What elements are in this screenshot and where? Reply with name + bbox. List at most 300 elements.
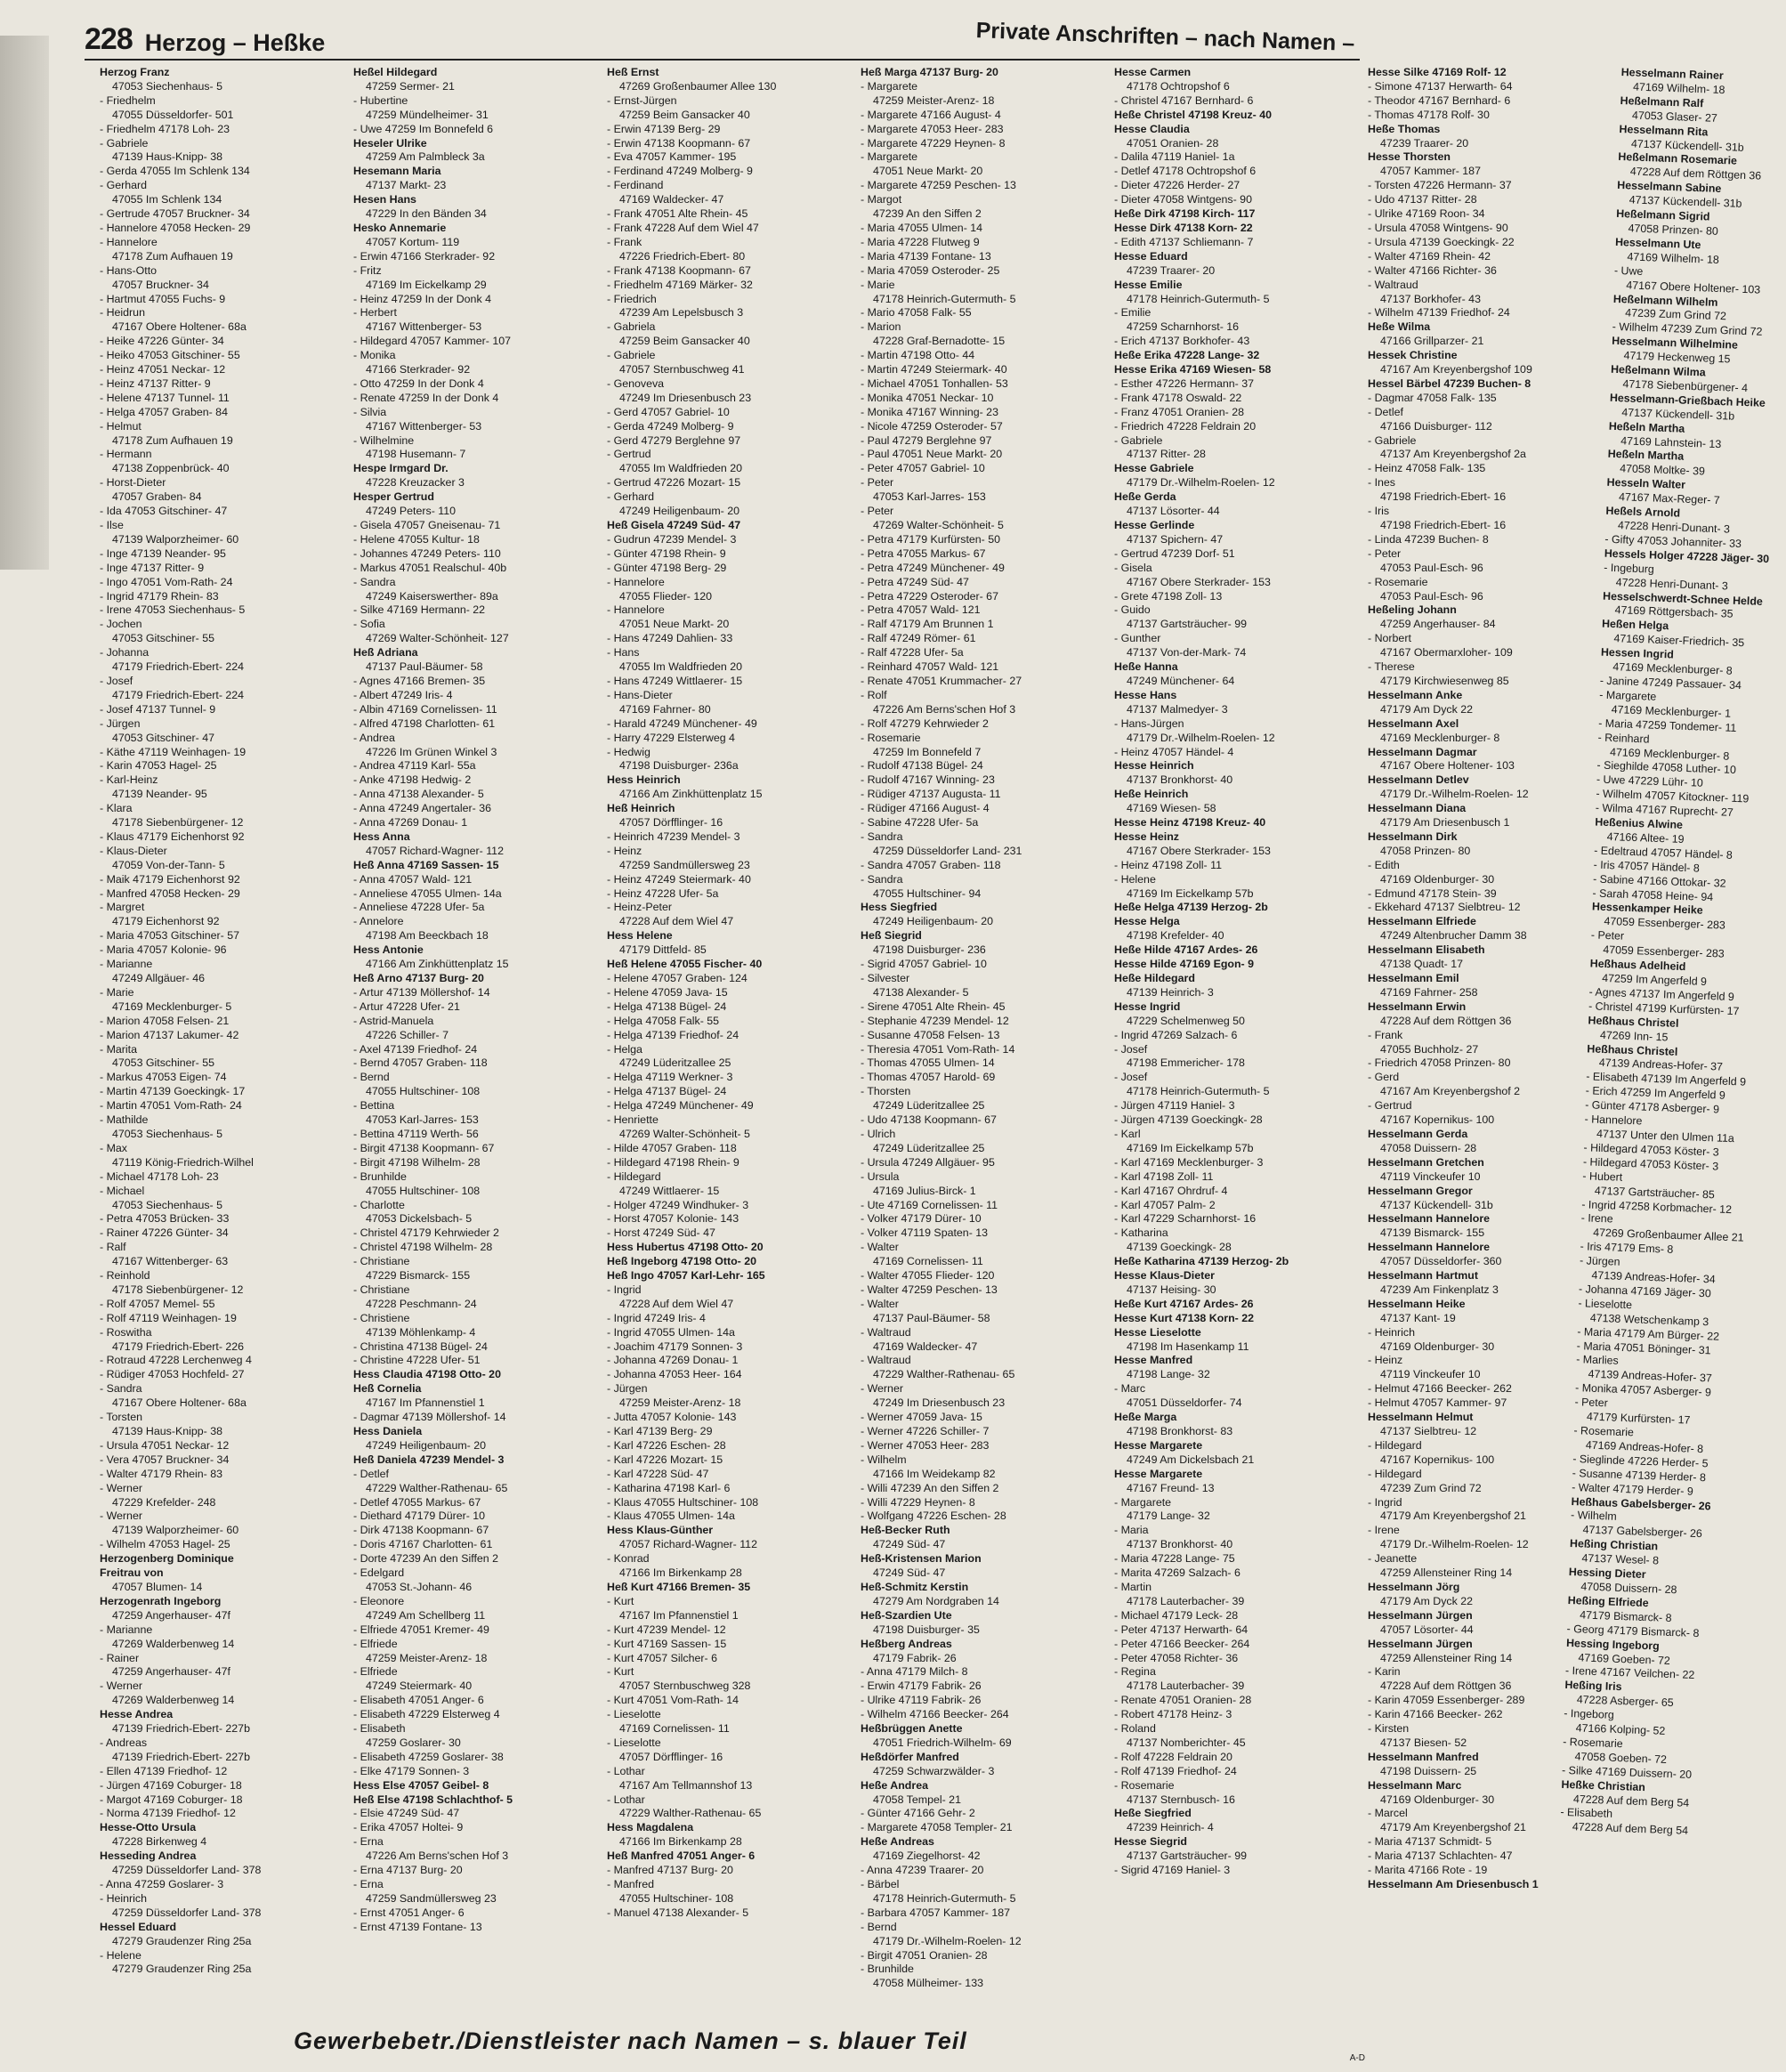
list-item: - Friedrich 47228 Feldrain 20 — [1114, 419, 1257, 433]
list-item: - Rüdiger 47053 Hochfeld- 27 — [100, 1368, 245, 1381]
list-item: Hess Antonie — [353, 943, 424, 957]
list-item: 47167 Wittenberger- 53 — [366, 419, 482, 433]
list-item: - Rosemarie — [1114, 1778, 1175, 1792]
list-item: - Kurt 47051 Vom-Rath- 14 — [607, 1694, 739, 1707]
list-item: - Reinhard — [1597, 731, 1650, 746]
list-item: - Ingrid 47269 Salzach- 6 — [1114, 1028, 1238, 1041]
listing-column-5 — [1114, 66, 1368, 1971]
list-item: 47169 Oldenburger- 30 — [1380, 1340, 1495, 1353]
list-item: - Edeltraud 47057 Händel- 8 — [1593, 844, 1733, 862]
list-item: 47259 Meister-Arenz- 18 — [873, 93, 995, 107]
list-item: - Hedwig — [607, 745, 651, 758]
list-item: - Gertrude 47057 Bruckner- 34 — [100, 207, 250, 221]
list-item: - Brunhilde — [353, 1170, 407, 1183]
list-item: 47137 Sternbusch- 16 — [1127, 1793, 1235, 1806]
list-item: Hessenkamper Heike — [1591, 900, 1703, 918]
list-item: - Friedrich 47058 Prinzen- 80 — [1368, 1056, 1511, 1070]
list-item: Heßing Elfriede — [1567, 1593, 1649, 1609]
list-item: 47167 Obere Holtener- 68a — [112, 320, 246, 334]
list-item: - Thomas 47057 Harold- 69 — [861, 1071, 996, 1084]
list-item: - Heinz 47228 Ufer- 5a — [607, 886, 719, 900]
list-item: 47166 Grillparzer- 21 — [1380, 335, 1484, 348]
list-item: Hesseding Andrea — [100, 1849, 197, 1863]
list-item: - Rolf 47279 Kehrwieder 2 — [861, 716, 989, 730]
list-item: Heß Arno 47137 Burg- 20 — [353, 972, 484, 984]
list-item: - Peter 47166 Beecker- 264 — [1114, 1637, 1250, 1650]
list-item: - Martin 47139 Goeckingk- 17 — [100, 1085, 246, 1098]
list-item: - Sandra — [861, 830, 903, 843]
list-item: - Karin 47053 Hagel- 25 — [100, 759, 217, 773]
list-item: - Klaus 47055 Hultschiner- 108 — [607, 1495, 759, 1509]
list-item: - Henriette — [607, 1113, 659, 1127]
list-item: 47053 St.-Johann- 46 — [366, 1580, 473, 1593]
list-item: Heße Hanna — [1114, 660, 1178, 674]
list-item: 47229 Krefelder- 248 — [112, 1495, 216, 1509]
list-item: - Helmut — [100, 419, 141, 433]
list-item: - Andrea — [353, 731, 395, 744]
list-item: 47239 Zum Grind 72 — [1380, 1481, 1482, 1494]
list-item: - Ingrid — [607, 1283, 642, 1296]
list-item: 47249 Heiligenbaum- 20 — [873, 915, 994, 928]
list-item: - Hubertine — [353, 93, 408, 107]
list-item: Heß Gisela 47249 Süd- 47 — [607, 519, 741, 531]
list-item: - Gabriele — [607, 349, 656, 362]
list-item: - Friedrich — [607, 292, 657, 305]
list-item: - Hannelore — [1584, 1113, 1643, 1128]
list-item: 47226 Im Grünen Winkel 3 — [366, 745, 497, 758]
list-item: 47167 Kopernikus- 100 — [1380, 1453, 1495, 1466]
list-item: - Torsten — [100, 1411, 142, 1424]
list-item: 47167 Wittenberger- 53 — [366, 320, 482, 334]
list-item: - Wilma 47167 Ruprecht- 27 — [1595, 801, 1733, 820]
list-item: - Waltraud — [861, 1325, 911, 1339]
list-item: 47166 Am Zinkhüttenplatz 15 — [366, 958, 509, 971]
list-item: - Max — [100, 1141, 127, 1154]
list-item: 47169 Ziegelhorst- 42 — [873, 1849, 981, 1863]
list-item: 47169 Mecklenburger- 5 — [112, 1000, 232, 1013]
list-item: Heß Daniela 47239 Mendel- 3 — [353, 1453, 505, 1466]
list-item: 47167 Obere Holtener- 68a — [112, 1396, 246, 1410]
list-item: - Hildegard — [607, 1170, 661, 1183]
list-item: - Jürgen 47139 Goeckingk- 28 — [1114, 1113, 1263, 1127]
list-item: - Margret — [100, 901, 145, 914]
list-item: - Albin 47169 Cornelissen- 11 — [353, 702, 497, 716]
list-item: - Friedhelm 47178 Loh- 23 — [100, 122, 230, 135]
list-item: 47055 Hultschiner- 108 — [366, 1085, 481, 1098]
list-item: - Sandra — [353, 575, 396, 588]
list-item: Hesse Eduard — [1114, 249, 1188, 263]
list-item: - Werner 47059 Java- 15 — [861, 1411, 982, 1424]
list-item: - Peter — [861, 505, 894, 518]
list-item: 47051 Düsseldorfer- 74 — [1127, 1396, 1242, 1410]
list-item: Hesse Klaus-Dieter — [1114, 1269, 1215, 1283]
list-item: - Elisabeth — [1560, 1806, 1613, 1821]
list-item: 47137 Gartsträucher- 85 — [1594, 1184, 1716, 1202]
list-item: 47226 Friedrich-Ebert- 80 — [619, 249, 746, 263]
list-item: 47167 Max-Reger- 7 — [1618, 490, 1720, 507]
list-item: - Marita — [100, 1042, 137, 1056]
list-item: 47058 Duissern- 28 — [1380, 1141, 1477, 1154]
list-item: - Werner — [100, 1509, 142, 1523]
list-item: 47057 Sternbuschweg 328 — [619, 1679, 751, 1693]
list-item: - Jeanette — [1368, 1552, 1418, 1566]
list-item: - Marianne — [100, 958, 153, 971]
list-item: - Frank 47228 Auf dem Wiel 47 — [607, 221, 759, 234]
list-item: 47179 Am Kreyenbergshof 21 — [1380, 1821, 1526, 1834]
list-item: - Frank 47178 Oswald- 22 — [1114, 391, 1242, 404]
list-item: - Margot — [861, 193, 902, 206]
list-item: Hess Hubertus 47198 Otto- 20 — [607, 1241, 764, 1254]
list-item: - Erwin 47139 Berg- 29 — [607, 122, 721, 135]
list-item: - Petra 47229 Osteroder- 67 — [861, 589, 998, 603]
list-item: - Mario 47058 Falk- 55 — [861, 306, 972, 320]
list-item: Heßhaus Christel — [1588, 1014, 1679, 1030]
list-item: - Marion 47058 Felsen- 21 — [100, 1014, 230, 1027]
list-item: 47249 Am Schellberg 11 — [366, 1608, 486, 1622]
list-item: - Peter 47058 Richter- 36 — [1114, 1651, 1239, 1664]
list-item: - Rüdiger 47137 Augusta- 11 — [861, 788, 1001, 801]
list-item: 47198 Krefelder- 40 — [1127, 929, 1224, 943]
list-item: 47259 Allensteiner Ring 14 — [1380, 1651, 1513, 1664]
list-item: 47137 Von-der-Mark- 74 — [1127, 646, 1247, 660]
list-item: 47169 Goeben- 72 — [1578, 1650, 1671, 1667]
list-item: - Lieselotte — [607, 1736, 661, 1749]
list-item: 47057 Lösorter- 44 — [1380, 1623, 1474, 1636]
list-item: - Rudolf 47167 Winning- 23 — [861, 773, 995, 787]
list-item: 47179 Friedrich-Ebert- 226 — [112, 1340, 245, 1353]
list-item: 47059 Essenberger- 283 — [1604, 915, 1726, 933]
list-item: - Edith 47137 Schliemann- 7 — [1114, 235, 1254, 248]
list-item: Hess Magdalena — [607, 1821, 694, 1834]
list-item: Heße Heinrich — [1114, 788, 1189, 801]
list-item: Heße Andreas — [861, 1835, 934, 1849]
list-item: 47139 Möhlenkamp- 4 — [366, 1325, 476, 1339]
list-item: 47179 Am Driesenbusch 1 — [1380, 816, 1510, 830]
list-item: - Sandra — [100, 1382, 142, 1396]
list-item: 47169 Lahnstein- 13 — [1620, 433, 1722, 450]
list-item: - Genoveva — [607, 376, 665, 390]
list-item: 47059 Von-der-Tann- 5 — [112, 858, 225, 871]
list-item: - Norma 47139 Friedhof- 12 — [100, 1807, 236, 1820]
list-item: 47169 Fahrner- 258 — [1380, 985, 1478, 999]
list-item: - Harry 47229 Elsterweg 4 — [607, 731, 735, 744]
list-item: 47167 Obere Sterkrader- 153 — [1127, 844, 1271, 857]
page-number: 228 — [85, 22, 133, 56]
list-item: - Michael 47178 Loh- 23 — [100, 1170, 219, 1183]
list-item: - Heiko 47053 Gitschiner- 55 — [100, 349, 240, 362]
list-item: 47179 Am Dyck 22 — [1380, 1594, 1474, 1607]
list-item: 47249 Lüderitzallee 25 — [873, 1099, 985, 1113]
list-item: Heßke Christian — [1561, 1777, 1646, 1793]
list-item: 47137 Gartsträucher- 99 — [1127, 618, 1247, 631]
list-item: 47179 Bismarck- 8 — [1579, 1608, 1672, 1624]
list-item: Hesse Manfred — [1114, 1354, 1193, 1367]
list-item: - Heinz — [607, 844, 642, 857]
list-item: - Hannelore 47058 Hecken- 29 — [100, 221, 251, 234]
list-item: Herzogenberg Dominique — [100, 1552, 234, 1566]
list-item: - Gerhard — [607, 490, 655, 504]
list-item: 47169 Cornelissen- 11 — [619, 1722, 730, 1736]
list-item: - Paul 47279 Berglehne 97 — [861, 433, 992, 447]
list-item: 47166 Im Birkenkamp 28 — [619, 1566, 742, 1580]
list-item: - Josef 47137 Tunnel- 9 — [100, 702, 216, 716]
list-item: - Kurt 47239 Mendel- 12 — [607, 1623, 726, 1636]
list-item: - Maria 47179 Am Bürger- 22 — [1577, 1324, 1720, 1343]
list-item: - Gisela — [1114, 561, 1152, 574]
list-item: - Janine 47249 Passauer- 34 — [1599, 674, 1742, 692]
list-item: 47137 Lösorter- 44 — [1127, 505, 1220, 518]
list-item: Heß Ingeborg 47198 Otto- 20 — [607, 1255, 756, 1268]
list-item: 47169 Wiesen- 58 — [1127, 802, 1216, 815]
list-item: - Artur 47228 Ufer- 21 — [353, 1000, 460, 1013]
list-item: 47167 Wittenberger- 63 — [112, 1255, 229, 1268]
list-item: 47269 Großenbaumer Allee 130 — [619, 79, 777, 93]
list-item: - Helene — [100, 1948, 141, 1962]
list-item: Hesse Ingrid — [1114, 1000, 1181, 1013]
list-item: - Marc — [1114, 1382, 1146, 1396]
list-item: - Walter 47179 Herder- 9 — [1571, 1480, 1693, 1498]
list-item: Hesse Claudia — [1114, 122, 1190, 135]
list-item: - Therese — [1368, 660, 1415, 674]
list-item: 47137 Spichern- 47 — [1127, 532, 1224, 546]
list-item: - Christel 47198 Wilhelm- 28 — [353, 1241, 493, 1254]
list-item: - Kurt 47169 Sassen- 15 — [607, 1637, 727, 1650]
list-item: - Sandra — [861, 872, 903, 886]
list-item: 47053 Karl-Jarres- 153 — [873, 490, 986, 504]
list-item: Heß-Schmitz Kerstin — [861, 1580, 969, 1593]
list-item: - Gerda 47055 Im Schlenk 134 — [100, 165, 250, 178]
list-item: 47139 Andreas-Hofer- 34 — [1591, 1268, 1716, 1286]
list-item: - Maria 47059 Osteroder- 25 — [861, 263, 1000, 277]
list-item: - Christiene — [353, 1311, 410, 1324]
list-item: 47249 Am Dickelsbach 21 — [1127, 1453, 1255, 1466]
list-item: 47169 Fahrner- 80 — [619, 702, 711, 716]
list-item: - Maria 47053 Gitschiner- 57 — [100, 929, 240, 943]
list-item: - Günter 47198 Berg- 29 — [607, 561, 727, 574]
list-item: 47137 Am Kreyenbergshof 2a — [1380, 448, 1526, 461]
list-item: - Ingrid — [1368, 1495, 1402, 1509]
list-item: Hessel Bärbel 47239 Buchen- 8 — [1368, 376, 1531, 390]
list-item: - Klaus 47055 Ulmen- 14a — [607, 1509, 735, 1523]
list-item: Hesselmann Am Driesenbusch 1 — [1368, 1878, 1539, 1890]
list-item: Heßelmann Sigrid — [1615, 206, 1710, 223]
list-item: 47259 Im Bonnefeld 7 — [873, 745, 982, 758]
list-item: 47228 Auf dem Berg 54 — [1572, 1820, 1689, 1838]
list-item: - Detlef — [1368, 405, 1403, 418]
list-item: - Anke 47198 Hedwig- 2 — [353, 773, 472, 787]
list-item: - Peter — [1574, 1396, 1608, 1410]
list-item: 47198 Im Hasenkamp 11 — [1127, 1340, 1249, 1353]
list-item: 47137 Kückendell- 31b — [1621, 406, 1735, 423]
list-item: Hesper Gertrud — [353, 490, 434, 504]
list-item: - Rüdiger 47166 August- 4 — [861, 802, 990, 815]
list-item: Hesse Heinrich — [1114, 759, 1194, 773]
list-item: - Irene 47053 Siechenhaus- 5 — [100, 603, 246, 617]
list-item: - Ernst-Jürgen — [607, 93, 677, 107]
list-item: - Rosemarie — [861, 731, 921, 744]
list-item: - Maria 47051 Böninger- 31 — [1576, 1339, 1711, 1356]
list-item: - Peter — [1368, 546, 1402, 560]
list-item: - Dieter 47226 Herder- 27 — [1114, 179, 1241, 192]
list-item: Heße Thomas — [1368, 122, 1441, 135]
list-item: 47053 Glaser- 27 — [1631, 109, 1718, 125]
list-item: Heß-Becker Ruth — [861, 1524, 950, 1537]
list-item: - Nicole 47259 Osteroder- 57 — [861, 419, 1003, 433]
list-item: 47137 Gabelsberger- 26 — [1582, 1523, 1703, 1541]
list-item: - Dagmar 47058 Falk- 135 — [1368, 391, 1497, 404]
list-item: - Marion — [861, 320, 901, 334]
list-item: 47169 Kaiser-Friedrich- 35 — [1613, 632, 1745, 650]
list-item: Heseler Ulrike — [353, 136, 427, 150]
list-item: Hess Klaus-Günther — [607, 1524, 714, 1537]
list-item: 47169 Wilhelm- 18 — [1627, 250, 1720, 266]
list-item: - Wolfgang 47226 Eschen- 28 — [861, 1509, 1006, 1523]
list-item: Heßeling Johann — [1368, 603, 1457, 617]
list-item: - Holger 47249 Windhuker- 3 — [607, 1198, 749, 1211]
list-item: - Rolf 47139 Friedhof- 24 — [1114, 1764, 1237, 1777]
list-item: - Ursula — [861, 1170, 900, 1183]
list-item: - Roland — [1114, 1722, 1156, 1736]
list-item: Heße Wilma — [1368, 320, 1431, 334]
list-item: - Renate 47259 In der Donk 4 — [353, 391, 499, 404]
list-item: Hesselmann Dirk — [1368, 830, 1458, 843]
list-item: 47166 Im Weidekamp 82 — [873, 1467, 996, 1480]
list-item: - Sieglinde 47226 Herder- 5 — [1572, 1452, 1709, 1470]
list-item: 47051 Neue Markt- 20 — [619, 618, 730, 631]
list-item: - Walter — [861, 1297, 899, 1310]
list-item: 47228 Asberger- 65 — [1576, 1693, 1674, 1710]
list-item: 47179 Eichenhorst 92 — [112, 915, 220, 928]
list-item: - Margarete 47259 Peschen- 13 — [861, 179, 1016, 192]
list-item: - Waltraud — [1368, 278, 1418, 291]
list-item: - Joachim 47179 Sonnen- 3 — [607, 1340, 743, 1353]
list-item: 47178 Heinrich-Gutermuth- 5 — [1127, 292, 1270, 305]
list-item: 47169 Mecklenburger- 8 — [1380, 731, 1500, 744]
list-item: - Monika 47051 Neckar- 10 — [861, 391, 994, 404]
corner-mark: A-D — [1349, 2053, 1365, 2063]
list-item: - Heinz 47057 Händel- 4 — [1114, 745, 1234, 758]
list-item: - Susanne 47058 Felsen- 13 — [861, 1028, 1000, 1041]
list-item: - Rosemarie — [1573, 1424, 1635, 1439]
list-item: - Margarete 47053 Heer- 283 — [861, 122, 1004, 135]
list-item: 47228 Graf-Bernadotte- 15 — [873, 335, 1006, 348]
list-item: - Hilde 47057 Graben- 118 — [607, 1141, 737, 1154]
list-item: 47259 Schwarzwälder- 3 — [873, 1764, 995, 1777]
list-item: - Maria 47137 Schlachten- 47 — [1368, 1849, 1513, 1863]
list-item: 47167 Am Kreyenbergshof 109 — [1380, 363, 1532, 376]
list-item: 47137 Sielbtreu- 12 — [1380, 1425, 1477, 1437]
list-item: - Erich 47137 Borkhofer- 43 — [1114, 335, 1250, 348]
list-item: Heßeln Martha — [1608, 419, 1685, 435]
list-item: 47166 Im Birkenkamp 28 — [619, 1835, 742, 1849]
list-item: Hess Anna — [353, 830, 410, 843]
list-item: 47198 Emmericher- 178 — [1127, 1056, 1245, 1070]
list-item: 47179 Am Kreyenbergshof 21 — [1380, 1509, 1526, 1523]
list-item: - Ferdinand — [607, 179, 664, 192]
list-item: Heße Helga 47139 Herzog- 2b — [1114, 901, 1268, 914]
list-item: Hesselmann Elisabeth — [1368, 943, 1485, 957]
list-item: Hesse Erika 47169 Wiesen- 58 — [1114, 363, 1272, 376]
list-item: Heße Kurt 47167 Ardes- 26 — [1114, 1297, 1254, 1310]
list-item: - Maik 47179 Eichenhorst 92 — [100, 872, 240, 886]
list-item: 47166 Duisburger- 112 — [1380, 419, 1492, 433]
list-item: Hesse-Otto Ursula — [100, 1821, 197, 1834]
list-item: - Ursula 47051 Neckar- 12 — [100, 1438, 230, 1452]
list-item: 47137 Kückendell- 31b — [1630, 136, 1744, 154]
list-item: Heße Christel 47198 Kreuz- 40 — [1114, 108, 1272, 121]
list-item: 47055 Im Waldfrieden 20 — [619, 660, 742, 674]
list-item: 47259 Sandmüllersweg 23 — [366, 1891, 497, 1905]
list-item: 47259 Angerhauser- 47f — [112, 1608, 230, 1622]
list-item: - Anna 47269 Donau- 1 — [353, 816, 468, 830]
list-item: Heßenius Alwine — [1595, 815, 1684, 831]
list-item: 47055 Im Waldfrieden 20 — [619, 462, 742, 475]
list-item: - Uwe 47259 Im Bonnefeld 6 — [353, 122, 494, 135]
list-item: 47269 Walderbenweg 14 — [112, 1637, 235, 1650]
list-item: Hesselmann Jörg — [1368, 1580, 1460, 1593]
list-item: - Petra 47055 Markus- 67 — [861, 546, 986, 560]
list-item: - Hans-Jürgen — [1114, 716, 1184, 730]
list-item: 47226 Am Berns'schen Hof 3 — [873, 702, 1016, 716]
list-item: - Karl 47226 Eschen- 28 — [607, 1438, 726, 1452]
list-item: Heße Siegfried — [1114, 1807, 1192, 1820]
list-item: - Elke 47179 Sonnen- 3 — [353, 1764, 470, 1777]
list-item: - Iris 47057 Händel- 8 — [1593, 858, 1700, 875]
list-item: 47057 Bruckner- 34 — [112, 278, 209, 291]
list-item: 47259 Allensteiner Ring 14 — [1380, 1566, 1513, 1580]
list-item: - Margarete 47166 August- 4 — [861, 108, 1001, 121]
list-item: 47279 Am Nordgraben 14 — [873, 1594, 999, 1607]
list-item: - Markus 47051 Realschul- 40b — [353, 561, 507, 574]
list-item: - Helene 47055 Kultur- 18 — [353, 532, 480, 546]
list-item: - Ralf 47179 Am Brunnen 1 — [861, 618, 994, 631]
list-item: 47137 Ritter- 28 — [1127, 448, 1206, 461]
list-item: - Manuel 47138 Alexander- 5 — [607, 1906, 749, 1919]
list-item: - Gerd 47279 Berglehne 97 — [607, 433, 741, 447]
list-item: 47228 Auf dem Wiel 47 — [619, 915, 734, 928]
list-item: - Kurt — [607, 1594, 634, 1607]
list-item: 47139 Andreas-Hofer- 37 — [1598, 1056, 1724, 1074]
list-item: 47167 Obere Sterkrader- 153 — [1127, 575, 1271, 588]
list-item: - Volker 47119 Spaten- 13 — [861, 1226, 989, 1240]
list-item: 47053 Dickelsbach- 5 — [366, 1212, 473, 1226]
list-item: - Ingo 47051 Vom-Rath- 24 — [100, 575, 233, 588]
list-item: - Heinz-Peter — [607, 901, 672, 914]
list-item: - Dalila 47119 Haniel- 1a — [1114, 150, 1235, 164]
list-item: - Albert 47249 Iris- 4 — [353, 688, 453, 701]
list-item: - Ursula 47058 Wintgens- 90 — [1368, 221, 1508, 234]
list-item: 47138 Quadt- 17 — [1380, 958, 1464, 971]
list-item: Hessel Eduard — [100, 1920, 177, 1933]
list-item: 47259 Mündelheimer- 31 — [366, 108, 489, 121]
list-item: 47178 Siebenbürgener- 12 — [112, 1283, 244, 1296]
list-item: 47053 Paul-Esch- 96 — [1380, 589, 1483, 603]
list-item: Heßeln Martha — [1607, 448, 1685, 464]
section-title: Private Anschriften – nach Namen – — [975, 18, 1356, 57]
list-item: 47259 Düsseldorfer Land- 378 — [112, 1906, 262, 1919]
list-item: Hesse Dirk 47138 Korn- 22 — [1114, 221, 1253, 234]
list-item: - Ingrid 47249 Iris- 4 — [607, 1311, 706, 1324]
list-item: - Rolf 47228 Feldrain 20 — [1114, 1750, 1232, 1763]
list-item: - Ingeborg — [1564, 1707, 1615, 1721]
list-item: - Helga — [607, 1042, 642, 1056]
list-item: - Willi 47239 An den Siffen 2 — [861, 1481, 999, 1494]
list-item: - Sigrid 47057 Gabriel- 10 — [861, 958, 987, 971]
list-item: 47239 An den Siffen 2 — [873, 207, 982, 221]
list-item: - Ekkehard 47137 Sielbtreu- 12 — [1368, 901, 1521, 914]
list-item: - Jürgen 47119 Haniel- 3 — [1114, 1099, 1235, 1113]
list-item: 47053 Siechenhaus- 5 — [112, 1127, 223, 1140]
